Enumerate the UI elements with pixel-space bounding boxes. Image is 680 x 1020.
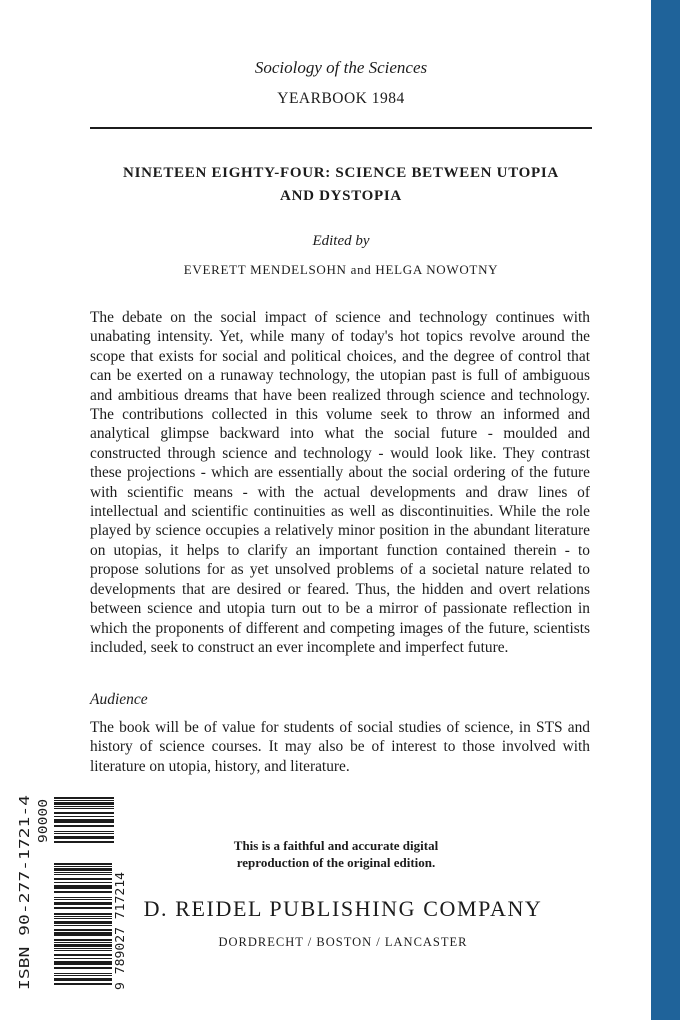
barcode-bar	[54, 825, 114, 827]
publisher-name: D. REIDEL PUBLISHING COMPANY	[143, 896, 543, 921]
barcode-bar	[54, 868, 112, 871]
series-title: Sociology of the Sciences	[254, 58, 428, 77]
barcode-bar	[54, 921, 112, 924]
book-title-line-2: AND DYSTOPIA	[280, 188, 402, 204]
barcode-bar	[54, 891, 112, 893]
barcode-bar	[54, 866, 112, 867]
spine-stripe	[651, 0, 680, 1020]
barcode-bar	[54, 967, 112, 969]
barcode-bar	[54, 831, 114, 832]
ean-digits: 9 789027 717214	[113, 881, 127, 990]
barcode-bar	[54, 833, 114, 834]
barcode-bar	[54, 878, 112, 880]
barcode-bar	[54, 872, 112, 873]
barcode-bar	[54, 902, 112, 905]
editors-names: EVERETT MENDELSOHN and HELGA NOWOTNY	[183, 262, 499, 277]
barcode-bar	[54, 899, 112, 900]
header-divider	[90, 127, 592, 129]
barcode-bar	[54, 874, 112, 875]
barcode-bar	[54, 916, 112, 917]
barcode-bar	[54, 950, 112, 951]
barcode-bar	[54, 808, 114, 809]
barcode-bar	[54, 929, 112, 931]
barcode-bar	[54, 863, 112, 865]
barcode-addon-bars	[54, 797, 114, 843]
barcode-bar	[54, 983, 112, 985]
barcode-bar	[54, 975, 112, 976]
barcode-bar	[54, 897, 112, 898]
isbn-barcode	[17, 795, 130, 990]
barcode-bar	[54, 961, 112, 965]
barcode-bar	[54, 942, 112, 943]
reproduction-notice-line-1: This is a faithful and accurate digital	[233, 838, 439, 853]
barcode-bar	[54, 819, 114, 823]
barcode-bar	[54, 944, 112, 947]
barcode-bar	[54, 885, 112, 889]
barcode-bar	[54, 816, 114, 817]
barcode-bar	[54, 836, 114, 839]
edited-by-label: Edited by	[312, 233, 370, 249]
barcode-bar	[54, 918, 112, 919]
yearbook-label: YEARBOOK 1984	[277, 90, 405, 107]
barcode-bar	[54, 939, 112, 941]
barcode-bar	[54, 797, 114, 799]
barcode-bar	[54, 948, 112, 949]
reproduction-notice	[186, 837, 486, 871]
barcode-main-bars	[54, 863, 112, 985]
barcode-bar	[54, 841, 114, 843]
book-title	[90, 162, 592, 208]
barcode-bar	[54, 913, 112, 915]
reproduction-notice-line-2: reproduction of the original edition.	[236, 855, 436, 870]
barcode-bar	[54, 806, 114, 807]
barcode-bar	[54, 800, 114, 801]
barcode-bar	[54, 958, 112, 959]
book-title-line-1: NINETEEN EIGHTY-FOUR: SCIENCE BETWEEN UTOPIA	[123, 165, 559, 181]
barcode-bar	[54, 812, 114, 814]
barcode-bar	[54, 954, 112, 956]
audience-paragraph: The book will be of value for students of social studies of science, in STS and history of science courses. It may also be of interest to those involved with literature on utopia, history, and literature.	[90, 719, 590, 775]
barcode-bar	[54, 973, 112, 974]
barcode-bar	[54, 932, 112, 936]
audience-heading: Audience	[90, 691, 148, 708]
barcode-bar	[54, 907, 112, 909]
description-paragraph: The debate on the social impact of science and technology continues with unabating intensity. Yet, while many of today's hot topics revolve around the scope that exists for social and political choices, and the degree of control that can be exerted on a runaway technology, the utopian past is full of ambiguous and ambitious dreams that have been realized through science and technology. The contributions collected in this volume seek to throw an informed and analytical glimpse backward into what the social future - moulded and constructed through science and technology - would look like. They contrast these projections - which are essentially about the social ordering of the future with scientific means - with the actual developments and draw lines of intellectual and scientific continuities as well as discontinuities. While the role played by science occupies a relatively minor position in the abundant literature on utopias, it helps to clarify an important function contained therein - to propose solutions for as yet unsolved problems of a societal nature related to developments that are desired or feared. Thus, the hidden and overt relations between science and utopia turn out to be a mirror of passionate reflection in which the proponents of different and competing images of the future, scientists included, seek to construct an ever incomplete and imperfect future.	[90, 309, 590, 656]
barcode-bar	[54, 978, 112, 981]
barcode-bar	[54, 925, 112, 926]
barcode-bar	[54, 802, 114, 805]
isbn-text: ISBN 90-277-1721-4	[17, 843, 33, 990]
addon-digits: 90000	[36, 806, 50, 843]
publisher-cities: DORDRECHT / BOSTON / LANCASTER	[218, 935, 468, 949]
barcode-bar	[54, 882, 112, 883]
